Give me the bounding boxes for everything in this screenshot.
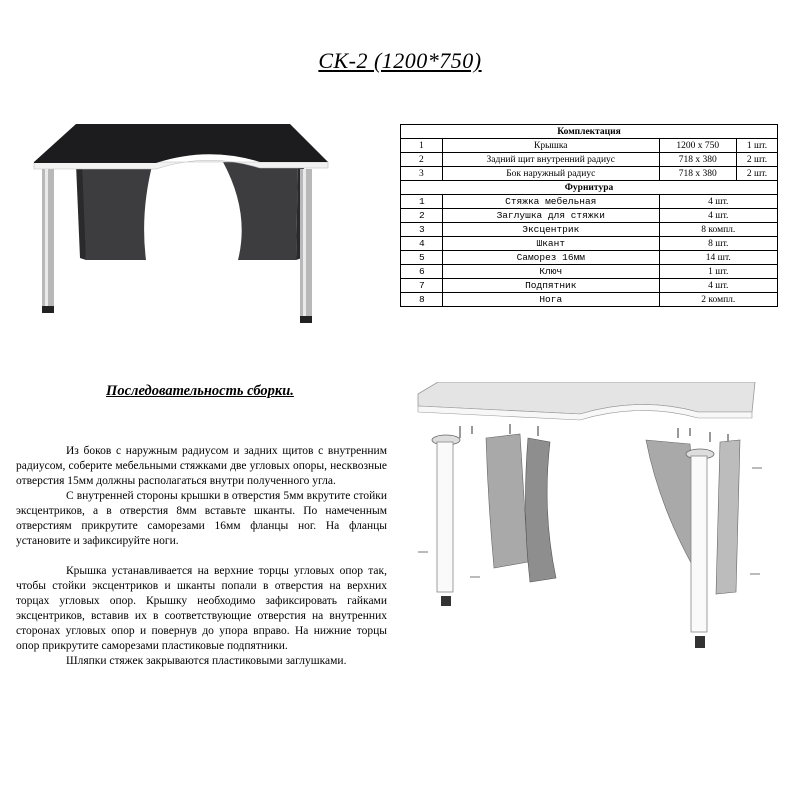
document-title: СК-2 (1200*750) — [318, 48, 482, 73]
table-row: 5 Саморез 16мм 14 шт. — [401, 251, 778, 265]
assembly-heading: Последовательность сборки. — [106, 383, 294, 399]
table-row: 2 Заглушка для стяжки 4 шт. — [401, 209, 778, 223]
instruction-paragraph: Шляпки стяжек закрываются пластиковыми заглушками. — [66, 655, 347, 667]
specification-table — [400, 124, 778, 307]
assembly-diagram — [410, 382, 780, 672]
table-row: 7 Подпятник 4 шт. — [401, 279, 778, 293]
table-row: 6 Ключ 1 шт. — [401, 265, 778, 279]
table-row: 3 Бок наружный радиус 718 x 380 2 шт. — [401, 167, 778, 181]
instruction-paragraph: С внутренней стороны крышки в отверстия 5мм вкрутите стойки эксцентриков, а в отверстия 8мм вставьте шканты. По намеченным отверстиям прикрутите саморезами 16мм фланцы ног. На фланцы установите и зафиксируйте ноги. — [16, 490, 387, 547]
table-row: 3 Эксцентрик 8 компл. — [401, 223, 778, 237]
table-row: 2 Задний щит внутренний радиус 718 x 380 2 шт. — [401, 153, 778, 167]
table-row: 1 Крышка 1200 x 750 1 шт. — [401, 139, 778, 153]
assembly-instructions — [16, 444, 387, 669]
instruction-paragraph: Крышка устанавливается на верхние торцы угловых опор так, чтобы стойки эксцентриков и шканты попали в отверстия на верхних торцах угловых опор. Крышку необходимо зафиксировать гайками эксцентриков, вставив их в соответствующие отверстия на внутренних сторонах угловых опор и повернув до упора вправо. На нижние торцы опор прикрутите саморезами пластиковые подпятники. — [16, 565, 387, 652]
table-row: 4 Шкант 8 шт. — [401, 237, 778, 251]
table-row: 8 Нога 2 компл. — [401, 293, 778, 307]
section-title-kit: Комплектация — [401, 125, 778, 139]
section-title-hardware: Фурнитура — [401, 181, 778, 195]
desk-photo — [28, 112, 348, 332]
table-row: 1 Стяжка мебельная 4 шт. — [401, 195, 778, 209]
instruction-paragraph: Из боков с наружным радиусом и задних щитов с внутренним радиусом, соберите мебельными стяжками две угловых опоры, несквозные отверстия 15мм должны располагаться внутри полученного угла. — [16, 445, 387, 487]
